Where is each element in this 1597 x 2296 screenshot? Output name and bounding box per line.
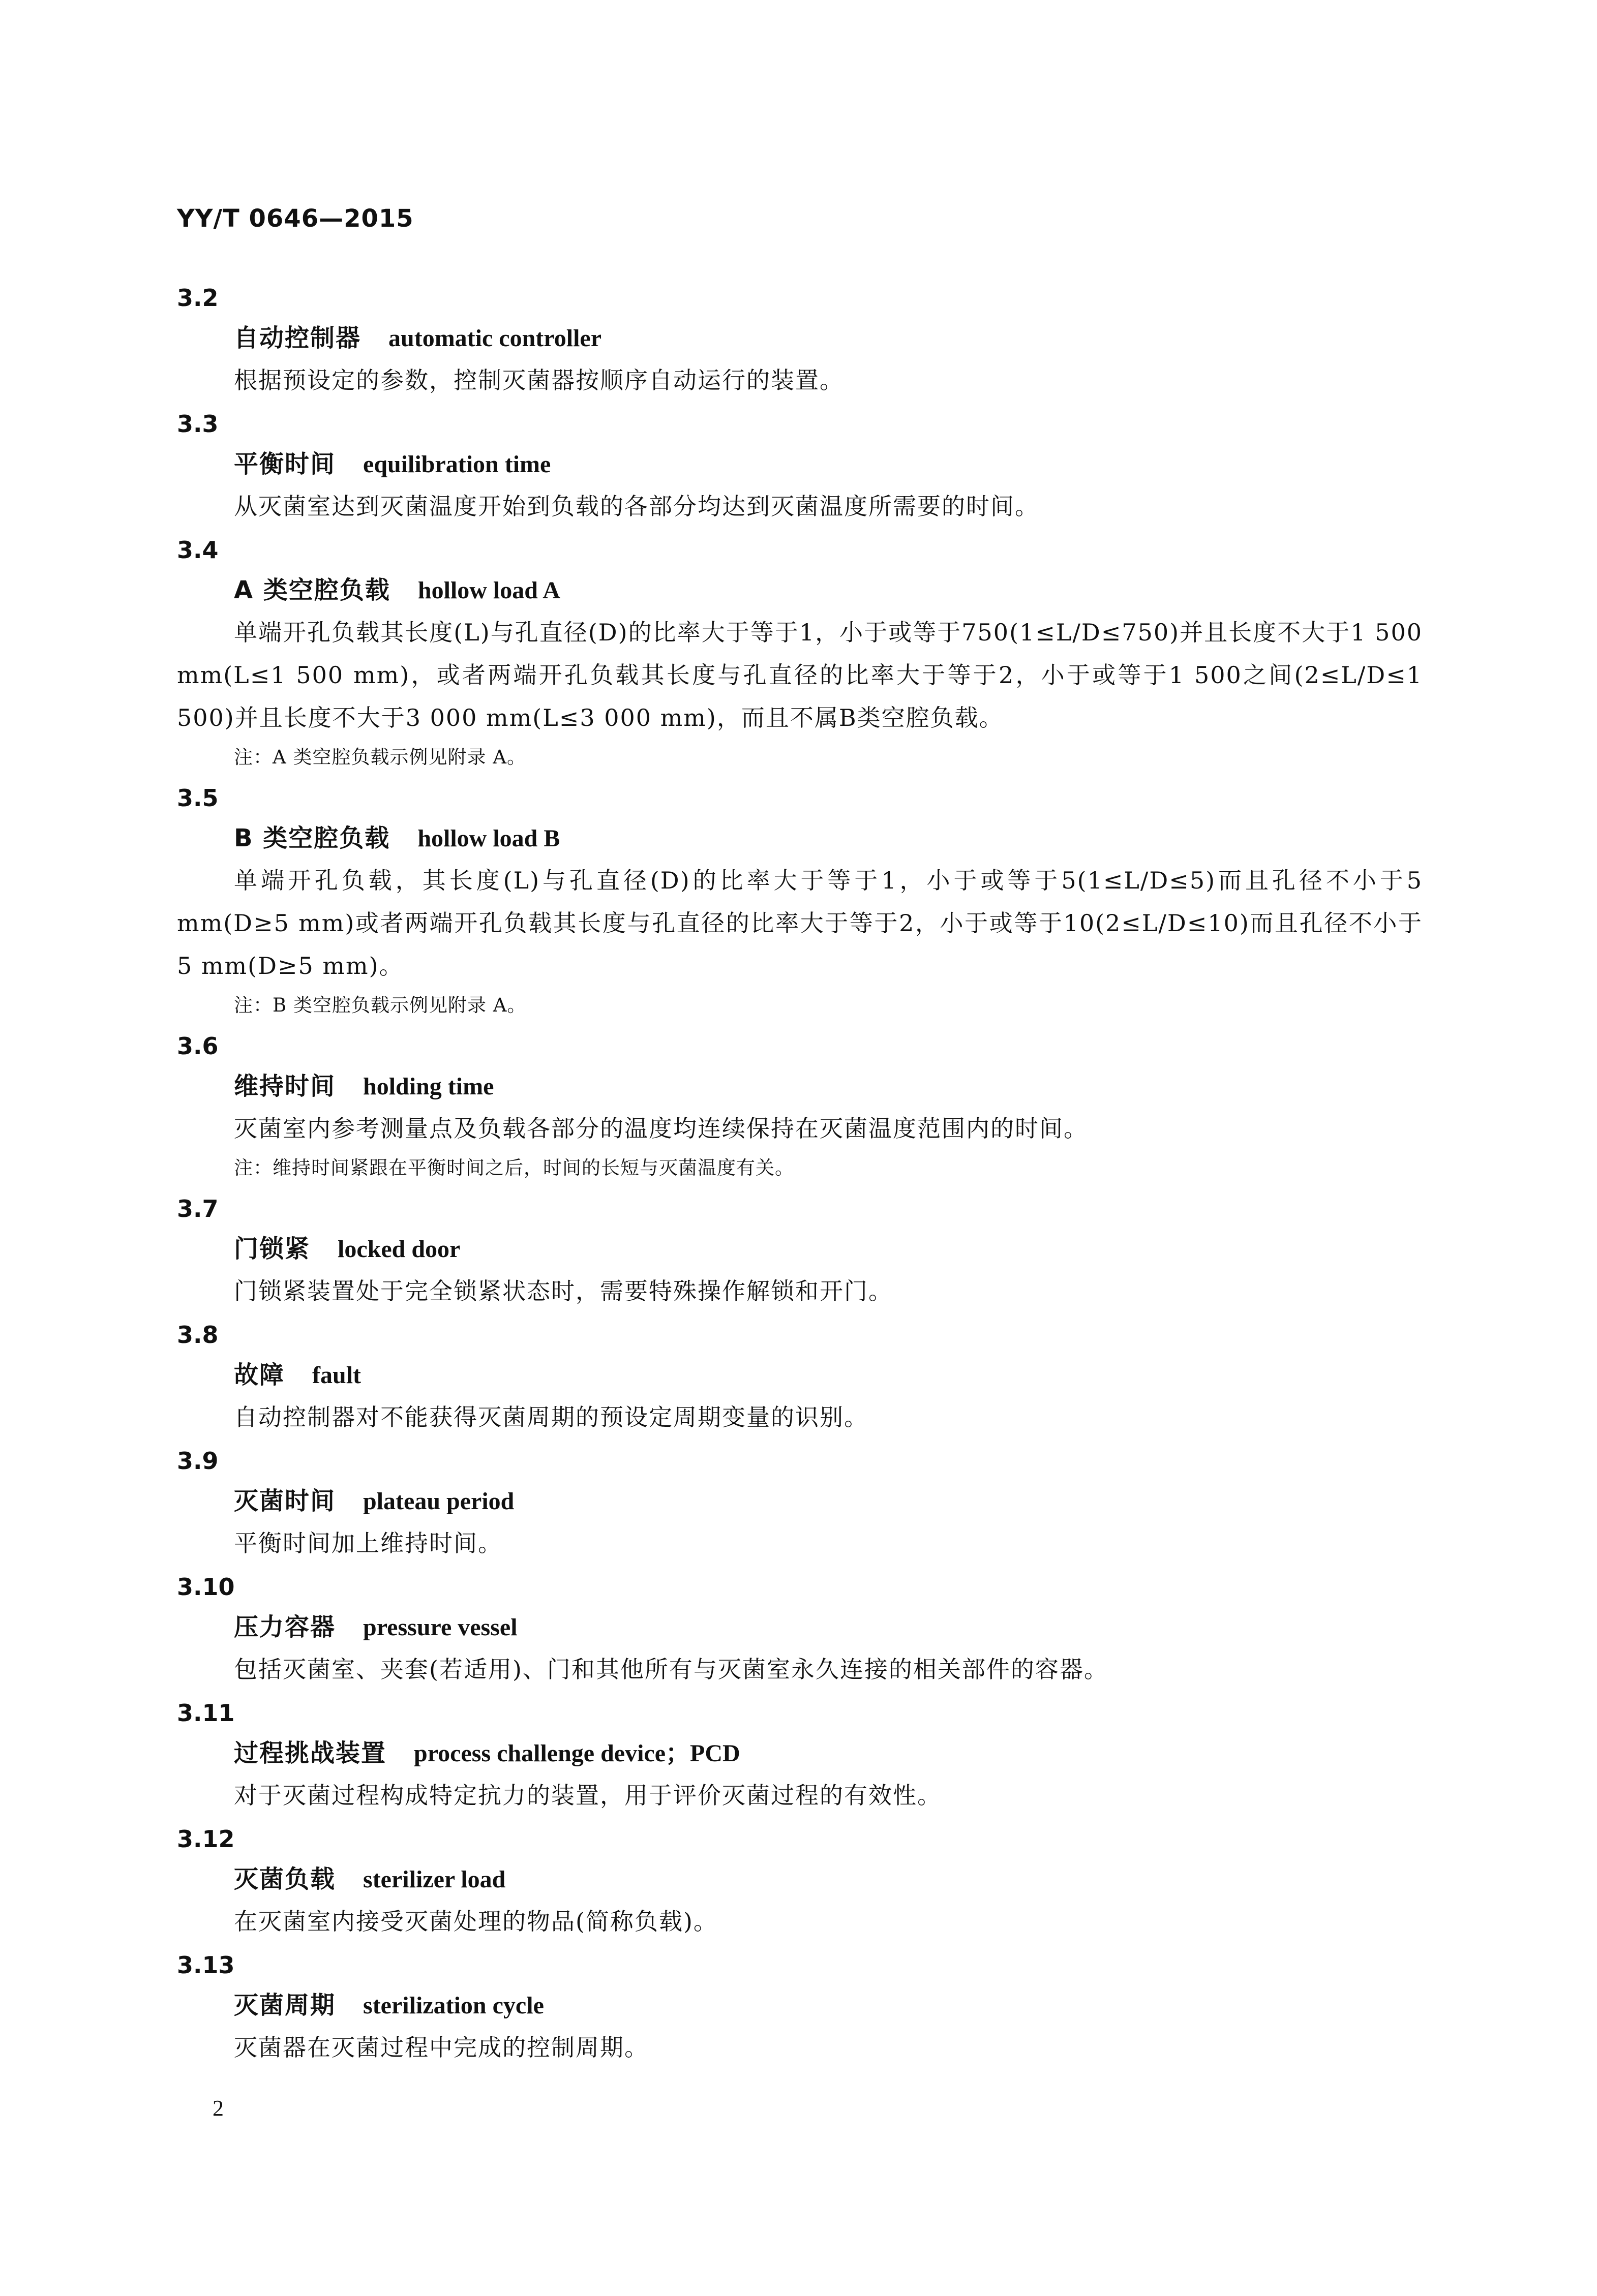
term-english: holding time: [363, 1073, 494, 1100]
term-chinese: 维持时间: [234, 1072, 336, 1100]
entry-definition: 单端开孔负载其长度(L)与孔直径(D)的比率大于等于1，小于或等于750(1≤L/D≤750)并且长度不大于1 500 mm(L≤1 500 mm)，或者两端开孔负载其长度与孔直径的比率大于等于2，小于或等于1 500之间(2≤L/D≤1 500)并且长度不大于3 000 mm(L≤3 000 mm)，而且不属B类空腔负载。: [177, 619, 1423, 731]
entry-term: [234, 1228, 1423, 1270]
standard-number-header: YY/T 0646—2015: [177, 204, 414, 233]
entry-term: [234, 817, 1423, 859]
entry-definition: 平衡时间加上维持时间。: [234, 1529, 502, 1557]
term-entry-3-8: [177, 1315, 1423, 1438]
term-chinese: 自动控制器: [234, 324, 361, 352]
entry-number: 3.10: [177, 1573, 235, 1601]
entry-definition: 灭菌室内参考测量点及负载各部分的温度均连续保持在灭菌温度范围内的时间。: [234, 1115, 1088, 1142]
entry-number: 3.3: [177, 410, 219, 438]
term-chinese: 压力容器: [234, 1613, 336, 1641]
entry-definition: 单端开孔负载，其长度(L)与孔直径(D)的比率大于等于1，小于或等于5(1≤L/D≤5)而且孔径不小于5 mm(D≥5 mm)或者两端开孔负载其长度与孔直径的比率大于等于2，小于或等于10(2≤L/D≤10)而且孔径不小于5 mm(D≥5 mm)。: [177, 867, 1423, 979]
entry-number: 3.2: [177, 284, 219, 312]
entry-number: 3.8: [177, 1321, 219, 1349]
entry-term: [234, 1354, 1423, 1396]
entry-note: 注：维持时间紧跟在平衡时间之后，时间的长短与灭菌温度有关。: [234, 1157, 794, 1179]
term-english: sterilization cycle: [363, 1992, 544, 2019]
term-entry-3-4: [177, 531, 1423, 776]
term-english: hollow load B: [417, 825, 560, 852]
entry-term: [234, 1732, 1423, 1774]
term-chinese: 平衡时间: [234, 450, 336, 478]
term-entry-3-2: [177, 279, 1423, 402]
term-english: pressure vessel: [363, 1614, 518, 1641]
entry-definition: 门锁紧装置处于完全锁紧状态时，需要特殊操作解锁和开门。: [234, 1277, 893, 1305]
term-chinese: 灭菌时间: [234, 1487, 336, 1515]
term-entry-3-9: [177, 1442, 1423, 1565]
entry-term: [234, 569, 1423, 611]
entry-definition: 在灭菌室内接受灭菌处理的物品(简称负载)。: [234, 1908, 718, 1935]
term-english: hollow load A: [417, 577, 560, 604]
term-english: locked door: [338, 1236, 461, 1263]
term-chinese: 灭菌周期: [234, 1991, 336, 2019]
entry-term: [234, 1065, 1423, 1107]
entry-definition: 根据预设定的参数，控制灭菌器按顺序自动运行的装置。: [234, 366, 844, 394]
term-entry-3-11: [177, 1694, 1423, 1817]
entry-definition: 对于灭菌过程构成特定抗力的装置，用于评价灭菌过程的有效性。: [234, 1782, 942, 1809]
term-chinese: 故障: [234, 1361, 285, 1389]
term-english: plateau period: [363, 1488, 515, 1515]
entry-number: 3.6: [177, 1032, 219, 1060]
page-number: 2: [213, 2096, 224, 2121]
term-english: process challenge device；PCD: [414, 1740, 740, 1767]
term-english: fault: [312, 1362, 361, 1389]
entry-number: 3.7: [177, 1195, 219, 1222]
term-english: sterilizer load: [363, 1866, 506, 1893]
entry-number: 3.9: [177, 1447, 219, 1475]
entry-term: [234, 317, 1423, 359]
entry-number: 3.5: [177, 784, 219, 812]
term-entry-3-12: [177, 1820, 1423, 1943]
term-chinese: A 类空腔负载: [234, 576, 390, 604]
entry-term: [234, 1858, 1423, 1900]
term-english: equilibration time: [363, 451, 551, 478]
terms-and-definitions: [177, 279, 1423, 2072]
entry-number: 3.4: [177, 536, 219, 564]
term-entry-3-7: [177, 1189, 1423, 1312]
entry-definition: 自动控制器对不能获得灭菌周期的预设定周期变量的识别。: [234, 1403, 868, 1431]
term-entry-3-5: [177, 779, 1423, 1024]
entry-number: 3.13: [177, 1951, 235, 1979]
entry-definition: 灭菌器在灭菌过程中完成的控制周期。: [234, 2034, 649, 2061]
term-entry-3-13: [177, 1946, 1423, 2069]
entry-note: 注：B 类空腔负载示例见附录 A。: [234, 994, 527, 1016]
entry-number: 3.11: [177, 1699, 235, 1727]
entry-definition: 包括灭菌室、夹套(若适用)、门和其他所有与灭菌室永久连接的相关部件的容器。: [234, 1656, 1108, 1683]
entry-number: 3.12: [177, 1825, 235, 1853]
term-entry-3-10: [177, 1568, 1423, 1691]
term-chinese: 门锁紧: [234, 1235, 311, 1263]
term-english: automatic controller: [388, 325, 602, 352]
term-chinese: 灭菌负载: [234, 1865, 336, 1893]
term-chinese: B 类空腔负载: [234, 824, 390, 852]
entry-note: 注：A 类空腔负载示例见附录 A。: [234, 746, 526, 768]
term-chinese: 过程挑战装置: [234, 1739, 387, 1767]
entry-term: [234, 1480, 1423, 1522]
entry-term: [234, 1606, 1423, 1648]
entry-definition: 从灭菌室达到灭菌温度开始到负载的各部分均达到灭菌温度所需要的时间。: [234, 493, 1039, 520]
term-entry-3-3: [177, 405, 1423, 528]
entry-term: [234, 1984, 1423, 2026]
term-entry-3-6: [177, 1027, 1423, 1186]
entry-term: [234, 443, 1423, 485]
